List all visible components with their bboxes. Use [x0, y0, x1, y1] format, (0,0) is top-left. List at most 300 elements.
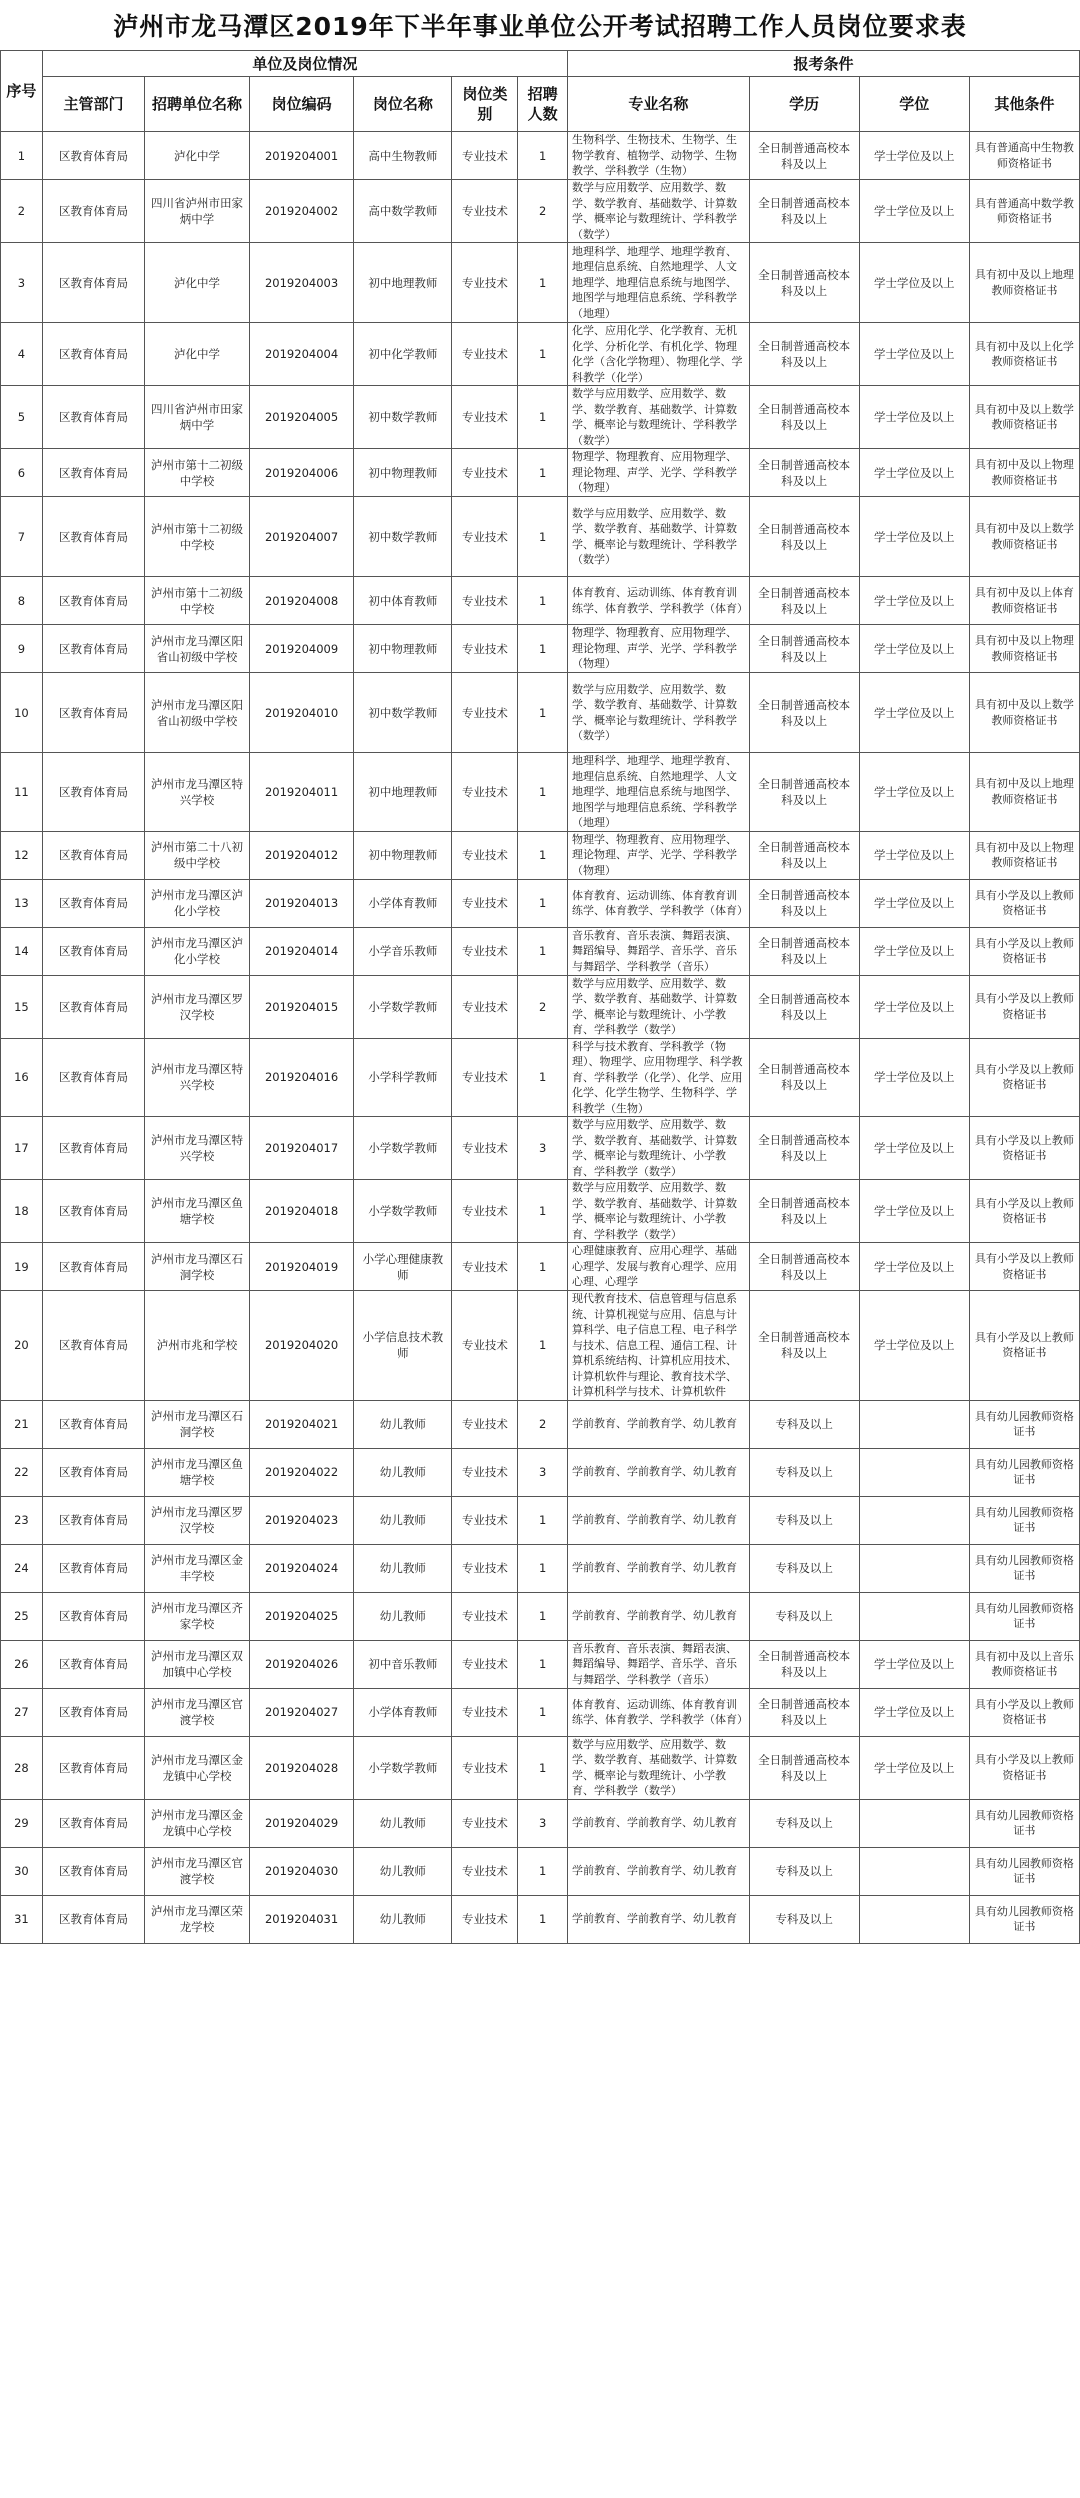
table-row — [1, 927, 1080, 975]
table-row — [1, 831, 1080, 879]
row-position: 小学心理健康教师 — [354, 1243, 452, 1291]
row-unit: 泸州市龙马潭区特兴学校 — [145, 753, 250, 832]
row-degree: 学士学位及以上 — [859, 927, 969, 975]
row-dept: 区教育体育局 — [42, 1736, 144, 1799]
row-position: 幼儿教师 — [354, 1847, 452, 1895]
row-code: 2019204012 — [249, 831, 354, 879]
row-position: 幼儿教师 — [354, 1400, 452, 1448]
row-count: 3 — [518, 1799, 568, 1847]
row-seq: 15 — [1, 975, 43, 1038]
row-type: 专业技术 — [452, 1799, 518, 1847]
row-code: 2019204005 — [249, 386, 354, 449]
row-other: 具有小学及以上教师资格证书 — [969, 1180, 1079, 1243]
row-count: 1 — [518, 1736, 568, 1799]
row-code: 2019204001 — [249, 132, 354, 180]
row-type: 专业技术 — [452, 132, 518, 180]
row-degree — [859, 1544, 969, 1592]
table-row — [1, 1180, 1080, 1243]
row-degree: 学士学位及以上 — [859, 1243, 969, 1291]
row-count: 1 — [518, 577, 568, 625]
row-count: 2 — [518, 975, 568, 1038]
row-seq: 20 — [1, 1291, 43, 1401]
table-row — [1, 1117, 1080, 1180]
row-unit: 泸州市龙马潭区特兴学校 — [145, 1038, 250, 1117]
row-position: 小学音乐教师 — [354, 927, 452, 975]
row-other: 具有初中及以上体育教师资格证书 — [969, 577, 1079, 625]
row-major: 科学与技术教育、学科教学（物理）、物理学、应用物理学、科学教育、学科教学（化学）、化学、应用化学、化学生物学、生物科学、学科教学（生物） — [568, 1038, 750, 1117]
row-position: 初中数学教师 — [354, 497, 452, 577]
row-dept: 区教育体育局 — [42, 1688, 144, 1736]
row-count: 1 — [518, 1847, 568, 1895]
row-education: 全日制普通高校本科及以上 — [749, 449, 859, 497]
row-type: 专业技术 — [452, 497, 518, 577]
row-count: 1 — [518, 243, 568, 323]
row-count: 1 — [518, 753, 568, 832]
row-unit: 泸州市龙马潭区罗汉学校 — [145, 1496, 250, 1544]
row-position: 初中物理教师 — [354, 625, 452, 673]
row-unit: 泸州市龙马潭区鱼塘学校 — [145, 1448, 250, 1496]
row-dept: 区教育体育局 — [42, 625, 144, 673]
header-count: 招聘人数 — [518, 77, 568, 132]
row-dept: 区教育体育局 — [42, 1117, 144, 1180]
table-row — [1, 1895, 1080, 1943]
row-type: 专业技术 — [452, 1291, 518, 1401]
row-other: 具有小学及以上教师资格证书 — [969, 1038, 1079, 1117]
row-education: 全日制普通高校本科及以上 — [749, 879, 859, 927]
row-count: 1 — [518, 1243, 568, 1291]
row-count: 1 — [518, 1038, 568, 1117]
row-position: 初中地理教师 — [354, 753, 452, 832]
row-type: 专业技术 — [452, 625, 518, 673]
row-type: 专业技术 — [452, 1688, 518, 1736]
table-row — [1, 497, 1080, 577]
row-count: 1 — [518, 1895, 568, 1943]
row-count: 1 — [518, 1688, 568, 1736]
row-education: 专科及以上 — [749, 1847, 859, 1895]
row-degree — [859, 1448, 969, 1496]
row-major: 数学与应用数学、应用数学、数学、数学教育、基础数学、计算数学、概率论与数理统计、小学教育、学科教学（数学） — [568, 975, 750, 1038]
row-seq: 3 — [1, 243, 43, 323]
row-other: 具有小学及以上教师资格证书 — [969, 1736, 1079, 1799]
row-code: 2019204004 — [249, 323, 354, 386]
row-seq: 7 — [1, 497, 43, 577]
row-position: 小学数学教师 — [354, 1736, 452, 1799]
row-count: 1 — [518, 323, 568, 386]
row-other: 具有幼儿园教师资格证书 — [969, 1895, 1079, 1943]
row-code: 2019204014 — [249, 927, 354, 975]
row-major: 化学、应用化学、化学教育、无机化学、分析化学、有机化学、物理化学（含化学物理）、物理化学、学科教学（化学） — [568, 323, 750, 386]
row-seq: 13 — [1, 879, 43, 927]
row-education: 全日制普通高校本科及以上 — [749, 673, 859, 753]
row-unit: 泸州市龙马潭区特兴学校 — [145, 1117, 250, 1180]
row-unit: 泸州市龙马潭区荣龙学校 — [145, 1895, 250, 1943]
row-count: 1 — [518, 1592, 568, 1640]
row-other: 具有幼儿园教师资格证书 — [969, 1496, 1079, 1544]
row-position: 小学数学教师 — [354, 975, 452, 1038]
row-position: 小学科学教师 — [354, 1038, 452, 1117]
row-education: 全日制普通高校本科及以上 — [749, 243, 859, 323]
row-unit: 泸州市龙马潭区阳省山初级中学校 — [145, 673, 250, 753]
row-count: 1 — [518, 1544, 568, 1592]
table-row — [1, 386, 1080, 449]
row-seq: 6 — [1, 449, 43, 497]
table-body — [1, 132, 1080, 1944]
header-seq: 序号 — [1, 51, 43, 132]
row-unit: 泸州市第十二初级中学校 — [145, 449, 250, 497]
row-count: 3 — [518, 1117, 568, 1180]
row-count: 1 — [518, 831, 568, 879]
row-other: 具有初中及以上物理教师资格证书 — [969, 831, 1079, 879]
row-type: 专业技术 — [452, 1180, 518, 1243]
row-position: 初中物理教师 — [354, 831, 452, 879]
table-row — [1, 323, 1080, 386]
row-major: 体育教育、运动训练、体育教育训练学、体育教学、学科教学（体育） — [568, 1688, 750, 1736]
row-position: 初中数学教师 — [354, 673, 452, 753]
row-degree: 学士学位及以上 — [859, 449, 969, 497]
row-dept: 区教育体育局 — [42, 1847, 144, 1895]
row-unit: 泸化中学 — [145, 243, 250, 323]
row-seq: 5 — [1, 386, 43, 449]
row-type: 专业技术 — [452, 449, 518, 497]
row-education: 专科及以上 — [749, 1592, 859, 1640]
row-other: 具有初中及以上音乐教师资格证书 — [969, 1640, 1079, 1688]
row-degree: 学士学位及以上 — [859, 497, 969, 577]
header-code: 岗位编码 — [249, 77, 354, 132]
row-type: 专业技术 — [452, 673, 518, 753]
row-major: 物理学、物理教育、应用物理学、理论物理、声学、光学、学科教学（物理） — [568, 831, 750, 879]
row-degree: 学士学位及以上 — [859, 975, 969, 1038]
row-unit: 泸州市龙马潭区齐家学校 — [145, 1592, 250, 1640]
row-education: 专科及以上 — [749, 1895, 859, 1943]
row-count: 1 — [518, 879, 568, 927]
row-degree — [859, 1592, 969, 1640]
row-education: 全日制普通高校本科及以上 — [749, 1117, 859, 1180]
table-row — [1, 243, 1080, 323]
row-dept: 区教育体育局 — [42, 1038, 144, 1117]
table-row — [1, 753, 1080, 832]
row-degree: 学士学位及以上 — [859, 386, 969, 449]
row-count: 1 — [518, 927, 568, 975]
row-degree: 学士学位及以上 — [859, 625, 969, 673]
header-type: 岗位类别 — [452, 77, 518, 132]
row-dept: 区教育体育局 — [42, 831, 144, 879]
row-degree: 学士学位及以上 — [859, 243, 969, 323]
table-row — [1, 1640, 1080, 1688]
row-seq: 30 — [1, 1847, 43, 1895]
row-type: 专业技术 — [452, 1117, 518, 1180]
row-type: 专业技术 — [452, 180, 518, 243]
row-education: 全日制普通高校本科及以上 — [749, 323, 859, 386]
row-unit: 泸州市第十二初级中学校 — [145, 577, 250, 625]
row-education: 全日制普通高校本科及以上 — [749, 180, 859, 243]
row-seq: 17 — [1, 1117, 43, 1180]
header-unit: 招聘单位名称 — [145, 77, 250, 132]
row-position: 幼儿教师 — [354, 1895, 452, 1943]
row-education: 专科及以上 — [749, 1448, 859, 1496]
table-row — [1, 1847, 1080, 1895]
row-major: 物理学、物理教育、应用物理学、理论物理、声学、光学、学科教学（物理） — [568, 449, 750, 497]
row-other: 具有小学及以上教师资格证书 — [969, 927, 1079, 975]
row-other: 具有初中及以上物理教师资格证书 — [969, 449, 1079, 497]
table-row — [1, 879, 1080, 927]
row-major: 心理健康教育、应用心理学、基础心理学、发展与教育心理学、应用心理、心理学 — [568, 1243, 750, 1291]
row-count: 2 — [518, 180, 568, 243]
row-dept: 区教育体育局 — [42, 673, 144, 753]
row-unit: 泸州市龙马潭区石洞学校 — [145, 1400, 250, 1448]
row-degree: 学士学位及以上 — [859, 879, 969, 927]
row-unit: 泸州市兆和学校 — [145, 1291, 250, 1401]
row-seq: 10 — [1, 673, 43, 753]
row-degree: 学士学位及以上 — [859, 831, 969, 879]
row-major: 体育教育、运动训练、体育教育训练学、体育教学、学科教学（体育） — [568, 577, 750, 625]
row-dept: 区教育体育局 — [42, 386, 144, 449]
row-seq: 1 — [1, 132, 43, 180]
row-position: 幼儿教师 — [354, 1496, 452, 1544]
row-dept: 区教育体育局 — [42, 927, 144, 975]
row-degree: 学士学位及以上 — [859, 180, 969, 243]
row-other: 具有小学及以上教师资格证书 — [969, 975, 1079, 1038]
row-major: 数学与应用数学、应用数学、数学、数学教育、基础数学、计算数学、概率论与数理统计、小学教育、学科教学（数学） — [568, 1736, 750, 1799]
row-seq: 25 — [1, 1592, 43, 1640]
row-unit: 泸州市龙马潭区金龙镇中心学校 — [145, 1799, 250, 1847]
row-type: 专业技术 — [452, 753, 518, 832]
row-other: 具有幼儿园教师资格证书 — [969, 1799, 1079, 1847]
row-code: 2019204006 — [249, 449, 354, 497]
row-dept: 区教育体育局 — [42, 753, 144, 832]
row-seq: 23 — [1, 1496, 43, 1544]
table-row — [1, 1038, 1080, 1117]
row-education: 全日制普通高校本科及以上 — [749, 831, 859, 879]
row-code: 2019204028 — [249, 1736, 354, 1799]
row-unit: 泸州市龙马潭区鱼塘学校 — [145, 1180, 250, 1243]
row-position: 幼儿教师 — [354, 1448, 452, 1496]
table-row — [1, 1400, 1080, 1448]
row-other: 具有幼儿园教师资格证书 — [969, 1847, 1079, 1895]
row-type: 专业技术 — [452, 879, 518, 927]
row-major: 物理学、物理教育、应用物理学、理论物理、声学、光学、学科教学（物理） — [568, 625, 750, 673]
table-row — [1, 1688, 1080, 1736]
row-degree: 学士学位及以上 — [859, 753, 969, 832]
row-position: 小学数学教师 — [354, 1117, 452, 1180]
row-dept: 区教育体育局 — [42, 449, 144, 497]
row-code: 2019204030 — [249, 1847, 354, 1895]
row-other: 具有小学及以上教师资格证书 — [969, 1243, 1079, 1291]
row-degree — [859, 1400, 969, 1448]
row-unit: 泸州市龙马潭区金丰学校 — [145, 1544, 250, 1592]
row-seq: 24 — [1, 1544, 43, 1592]
table-row — [1, 1243, 1080, 1291]
row-unit: 泸州市龙马潭区罗汉学校 — [145, 975, 250, 1038]
row-code: 2019204003 — [249, 243, 354, 323]
row-major: 学前教育、学前教育学、幼儿教育 — [568, 1400, 750, 1448]
row-major: 学前教育、学前教育学、幼儿教育 — [568, 1895, 750, 1943]
table-row — [1, 449, 1080, 497]
row-dept: 区教育体育局 — [42, 1400, 144, 1448]
row-type: 专业技术 — [452, 927, 518, 975]
row-type: 专业技术 — [452, 1400, 518, 1448]
row-unit: 四川省泸州市田家炳中学 — [145, 180, 250, 243]
row-other: 具有小学及以上教师资格证书 — [969, 1291, 1079, 1401]
row-dept: 区教育体育局 — [42, 975, 144, 1038]
row-type: 专业技术 — [452, 1038, 518, 1117]
row-position: 初中地理教师 — [354, 243, 452, 323]
row-education: 专科及以上 — [749, 1496, 859, 1544]
row-major: 音乐教育、音乐表演、舞蹈表演、舞蹈编导、舞蹈学、音乐学、音乐与舞蹈学、学科教学（音乐） — [568, 1640, 750, 1688]
row-other: 具有幼儿园教师资格证书 — [969, 1592, 1079, 1640]
row-position: 初中化学教师 — [354, 323, 452, 386]
row-education: 全日制普通高校本科及以上 — [749, 753, 859, 832]
row-seq: 27 — [1, 1688, 43, 1736]
row-other: 具有初中及以上数学教师资格证书 — [969, 673, 1079, 753]
row-education: 全日制普通高校本科及以上 — [749, 1640, 859, 1688]
row-major: 生物科学、生物技术、生物学、生物学教育、植物学、动物学、生物教学、学科教学（生物） — [568, 132, 750, 180]
row-dept: 区教育体育局 — [42, 879, 144, 927]
row-type: 专业技术 — [452, 1847, 518, 1895]
row-degree — [859, 1496, 969, 1544]
row-count: 1 — [518, 449, 568, 497]
row-type: 专业技术 — [452, 1736, 518, 1799]
row-dept: 区教育体育局 — [42, 1496, 144, 1544]
row-seq: 16 — [1, 1038, 43, 1117]
table-row — [1, 673, 1080, 753]
row-major: 音乐教育、音乐表演、舞蹈表演、舞蹈编导、舞蹈学、音乐学、音乐与舞蹈学、学科教学（音乐） — [568, 927, 750, 975]
row-type: 专业技术 — [452, 386, 518, 449]
row-code: 2019204002 — [249, 180, 354, 243]
row-code: 2019204029 — [249, 1799, 354, 1847]
row-seq: 14 — [1, 927, 43, 975]
row-count: 1 — [518, 386, 568, 449]
row-count: 1 — [518, 673, 568, 753]
row-major: 体育教育、运动训练、体育教育训练学、体育教学、学科教学（体育） — [568, 879, 750, 927]
row-code: 2019204020 — [249, 1291, 354, 1401]
row-position: 幼儿教师 — [354, 1544, 452, 1592]
row-dept: 区教育体育局 — [42, 1640, 144, 1688]
row-major: 现代教育技术、信息管理与信息系统、计算机视觉与应用、信息与计算科学、电子信息工程、电子科学与技术、信息工程、通信工程、计算机系统结构、计算机应用技术、计算机软件与理论、教育技术学、计算机科学与技术、计算机软件 — [568, 1291, 750, 1401]
row-seq: 18 — [1, 1180, 43, 1243]
table-row — [1, 1592, 1080, 1640]
row-dept: 区教育体育局 — [42, 132, 144, 180]
row-education: 全日制普通高校本科及以上 — [749, 497, 859, 577]
row-dept: 区教育体育局 — [42, 1448, 144, 1496]
row-major: 数学与应用数学、应用数学、数学、数学教育、基础数学、计算数学、概率论与数理统计、小学教育、学科教学（数学） — [568, 1180, 750, 1243]
row-education: 全日制普通高校本科及以上 — [749, 386, 859, 449]
row-type: 专业技术 — [452, 1592, 518, 1640]
row-education: 专科及以上 — [749, 1544, 859, 1592]
row-dept: 区教育体育局 — [42, 497, 144, 577]
row-major: 学前教育、学前教育学、幼儿教育 — [568, 1847, 750, 1895]
row-seq: 11 — [1, 753, 43, 832]
row-degree: 学士学位及以上 — [859, 1736, 969, 1799]
row-unit: 泸州市龙马潭区泸化小学校 — [145, 879, 250, 927]
row-code: 2019204018 — [249, 1180, 354, 1243]
row-degree: 学士学位及以上 — [859, 1640, 969, 1688]
row-dept: 区教育体育局 — [42, 1180, 144, 1243]
row-seq: 26 — [1, 1640, 43, 1688]
row-other: 具有小学及以上教师资格证书 — [969, 1688, 1079, 1736]
row-unit: 泸州市第二十八初级中学校 — [145, 831, 250, 879]
row-dept: 区教育体育局 — [42, 1243, 144, 1291]
row-seq: 19 — [1, 1243, 43, 1291]
row-code: 2019204022 — [249, 1448, 354, 1496]
table-row — [1, 1291, 1080, 1401]
row-position: 小学体育教师 — [354, 1688, 452, 1736]
row-seq: 12 — [1, 831, 43, 879]
row-type: 专业技术 — [452, 975, 518, 1038]
row-type: 专业技术 — [452, 243, 518, 323]
row-count: 1 — [518, 497, 568, 577]
row-major: 地理科学、地理学、地理学教育、地理信息系统、自然地理学、人文地理学、地理信息系统与地图学、地图学与地理信息系统、学科教学（地理） — [568, 753, 750, 832]
row-type: 专业技术 — [452, 323, 518, 386]
row-position: 小学信息技术教师 — [354, 1291, 452, 1401]
row-unit: 泸州市第十二初级中学校 — [145, 497, 250, 577]
recruitment-table — [0, 50, 1080, 1944]
row-position: 小学数学教师 — [354, 1180, 452, 1243]
row-other: 具有普通高中数学教师资格证书 — [969, 180, 1079, 243]
row-code: 2019204026 — [249, 1640, 354, 1688]
row-code: 2019204010 — [249, 673, 354, 753]
row-other: 具有幼儿园教师资格证书 — [969, 1544, 1079, 1592]
row-unit: 泸州市龙马潭区石洞学校 — [145, 1243, 250, 1291]
row-education: 专科及以上 — [749, 1799, 859, 1847]
row-position: 高中生物教师 — [354, 132, 452, 180]
row-dept: 区教育体育局 — [42, 577, 144, 625]
row-education: 全日制普通高校本科及以上 — [749, 1180, 859, 1243]
row-degree — [859, 1847, 969, 1895]
row-seq: 8 — [1, 577, 43, 625]
row-seq: 31 — [1, 1895, 43, 1943]
row-count: 1 — [518, 625, 568, 673]
row-other: 具有初中及以上地理教师资格证书 — [969, 753, 1079, 832]
row-dept: 区教育体育局 — [42, 1592, 144, 1640]
row-other: 具有幼儿园教师资格证书 — [969, 1448, 1079, 1496]
row-major: 学前教育、学前教育学、幼儿教育 — [568, 1448, 750, 1496]
row-code: 2019204021 — [249, 1400, 354, 1448]
row-education: 全日制普通高校本科及以上 — [749, 132, 859, 180]
row-education: 全日制普通高校本科及以上 — [749, 1688, 859, 1736]
table-row — [1, 132, 1080, 180]
row-education: 全日制普通高校本科及以上 — [749, 1291, 859, 1401]
row-type: 专业技术 — [452, 1544, 518, 1592]
row-education: 全日制普通高校本科及以上 — [749, 1038, 859, 1117]
row-count: 3 — [518, 1448, 568, 1496]
row-other: 具有小学及以上教师资格证书 — [969, 879, 1079, 927]
row-degree — [859, 1799, 969, 1847]
row-seq: 29 — [1, 1799, 43, 1847]
row-dept: 区教育体育局 — [42, 180, 144, 243]
row-major: 学前教育、学前教育学、幼儿教育 — [568, 1799, 750, 1847]
row-code: 2019204027 — [249, 1688, 354, 1736]
row-degree: 学士学位及以上 — [859, 577, 969, 625]
row-major: 数学与应用数学、应用数学、数学、数学教育、基础数学、计算数学、概率论与数理统计、学科教学（数学） — [568, 386, 750, 449]
row-education: 全日制普通高校本科及以上 — [749, 975, 859, 1038]
row-unit: 泸州市龙马潭区金龙镇中心学校 — [145, 1736, 250, 1799]
header-position: 岗位名称 — [354, 77, 452, 132]
row-degree: 学士学位及以上 — [859, 673, 969, 753]
row-education: 全日制普通高校本科及以上 — [749, 577, 859, 625]
row-type: 专业技术 — [452, 577, 518, 625]
row-type: 专业技术 — [452, 1496, 518, 1544]
row-unit: 泸州市龙马潭区官渡学校 — [145, 1688, 250, 1736]
row-major: 学前教育、学前教育学、幼儿教育 — [568, 1544, 750, 1592]
header-major: 专业名称 — [568, 77, 750, 132]
table-row — [1, 975, 1080, 1038]
row-degree: 学士学位及以上 — [859, 1291, 969, 1401]
row-degree: 学士学位及以上 — [859, 1117, 969, 1180]
row-major: 学前教育、学前教育学、幼儿教育 — [568, 1592, 750, 1640]
row-unit: 泸州市龙马潭区官渡学校 — [145, 1847, 250, 1895]
row-major: 数学与应用数学、应用数学、数学、数学教育、基础数学、计算数学、概率论与数理统计、学科教学（数学） — [568, 673, 750, 753]
table-row — [1, 625, 1080, 673]
